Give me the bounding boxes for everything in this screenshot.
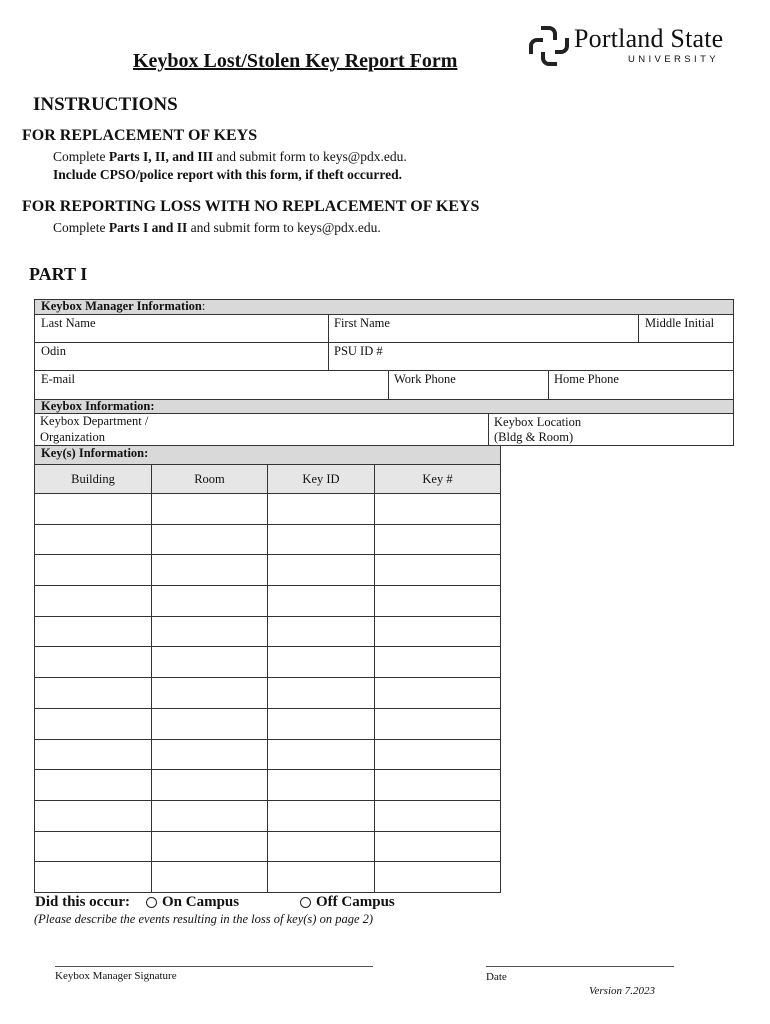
email-field[interactable]: E-mail (41, 372, 76, 386)
key-cell-building[interactable] (35, 708, 152, 739)
replacement-line-1: Complete Parts I, II, and III and submit form to keys@pdx.edu. (53, 149, 407, 164)
logo-wordmark: Portland State (574, 24, 724, 53)
odin-field[interactable]: Odin (41, 344, 66, 358)
key-cell-key-id[interactable] (268, 831, 375, 862)
key-cell-key-number[interactable] (375, 494, 501, 525)
replacement-heading: FOR REPLACEMENT OF KEYS (22, 127, 258, 144)
occurrence-label: Did this occur: (35, 894, 130, 910)
column-key-number: Key # (375, 465, 501, 494)
key-cell-room[interactable] (152, 739, 268, 770)
key-row (35, 494, 501, 525)
key-row (35, 770, 501, 801)
logo-subtitle: UNIVERSITY (628, 54, 720, 65)
key-cell-building[interactable] (35, 647, 152, 678)
key-cell-building[interactable] (35, 555, 152, 586)
key-cell-key-id[interactable] (268, 739, 375, 770)
form-title: Keybox Lost/Stolen Key Report Form (133, 50, 458, 72)
key-cell-key-id[interactable] (268, 524, 375, 555)
no-replacement-line-1: Complete Parts I and II and submit form to keys@pdx.edu. (53, 220, 381, 235)
key-cell-room[interactable] (152, 831, 268, 862)
key-cell-key-id[interactable] (268, 555, 375, 586)
key-cell-key-number[interactable] (375, 678, 501, 709)
key-cell-building[interactable] (35, 800, 152, 831)
key-cell-key-number[interactable] (375, 708, 501, 739)
keybox-organization-label: Organization (40, 430, 106, 444)
key-cell-building[interactable] (35, 678, 152, 709)
key-cell-building[interactable] (35, 862, 152, 893)
key-cell-key-number[interactable] (375, 616, 501, 647)
key-row (35, 862, 501, 893)
psu-id-field[interactable]: PSU ID # (334, 344, 383, 358)
key-cell-key-id[interactable] (268, 494, 375, 525)
column-key-id: Key ID (268, 465, 375, 494)
key-row (35, 647, 501, 678)
key-row (35, 524, 501, 555)
off-campus-radio[interactable]: Off Campus (300, 894, 395, 911)
part-1-heading: PART I (29, 264, 88, 284)
manager-section-label: Keybox Manager Information: (41, 299, 206, 313)
key-cell-key-number[interactable] (375, 800, 501, 831)
key-row (35, 616, 501, 647)
key-cell-room[interactable] (152, 586, 268, 617)
version-label: Version 7.2023 (589, 985, 655, 997)
key-cell-room[interactable] (152, 494, 268, 525)
key-cell-key-number[interactable] (375, 831, 501, 862)
key-cell-key-number[interactable] (375, 647, 501, 678)
key-cell-room[interactable] (152, 555, 268, 586)
keybox-location-field[interactable]: Keybox Location (494, 415, 582, 429)
keys-table (34, 464, 501, 893)
key-row (35, 831, 501, 862)
key-cell-room[interactable] (152, 770, 268, 801)
radio-circle-icon (300, 897, 311, 908)
key-cell-key-id[interactable] (268, 647, 375, 678)
key-cell-building[interactable] (35, 586, 152, 617)
key-row (35, 555, 501, 586)
signature-line[interactable] (55, 966, 373, 967)
key-cell-room[interactable] (152, 524, 268, 555)
keys-section-label: Key(s) Information: (41, 446, 149, 460)
key-cell-key-id[interactable] (268, 708, 375, 739)
keybox-section-label: Keybox Information: (41, 399, 155, 413)
on-campus-radio[interactable]: On Campus (146, 894, 239, 911)
key-cell-building[interactable] (35, 494, 152, 525)
instructions-heading: INSTRUCTIONS (33, 94, 178, 115)
occurrence-note: (Please describe the events resulting in the loss of key(s) on page 2) (34, 912, 374, 926)
key-cell-room[interactable] (152, 800, 268, 831)
key-cell-room[interactable] (152, 708, 268, 739)
no-replacement-heading: FOR REPORTING LOSS WITH NO REPLACEMENT OF KEYS (22, 198, 480, 215)
key-cell-key-number[interactable] (375, 739, 501, 770)
key-cell-key-number[interactable] (375, 555, 501, 586)
keybox-department-field[interactable]: Keybox Department / (40, 414, 149, 428)
key-cell-room[interactable] (152, 862, 268, 893)
date-line[interactable] (486, 966, 674, 967)
column-room: Room (152, 465, 268, 494)
home-phone-field[interactable]: Home Phone (554, 372, 619, 386)
key-cell-room[interactable] (152, 678, 268, 709)
date-label: Date (486, 971, 507, 983)
key-cell-building[interactable] (35, 616, 152, 647)
replacement-line-2: Include CPSO/police report with this form, if theft occurred. (53, 167, 402, 182)
key-cell-key-id[interactable] (268, 800, 375, 831)
signature-label: Keybox Manager Signature (55, 970, 177, 982)
last-name-field[interactable]: Last Name (41, 316, 96, 330)
key-cell-key-id[interactable] (268, 770, 375, 801)
key-row (35, 739, 501, 770)
portland-state-logo-icon (527, 24, 571, 68)
key-row (35, 586, 501, 617)
first-name-field[interactable]: First Name (334, 316, 390, 330)
key-cell-key-number[interactable] (375, 862, 501, 893)
key-cell-key-number[interactable] (375, 524, 501, 555)
key-cell-key-number[interactable] (375, 586, 501, 617)
key-cell-building[interactable] (35, 770, 152, 801)
key-cell-building[interactable] (35, 524, 152, 555)
key-row (35, 678, 501, 709)
key-row (35, 800, 501, 831)
key-cell-room[interactable] (152, 616, 268, 647)
keybox-location-hint: (Bldg & Room) (494, 430, 574, 444)
radio-circle-icon (146, 897, 157, 908)
key-cell-key-id[interactable] (268, 586, 375, 617)
key-cell-key-id[interactable] (268, 862, 375, 893)
key-cell-key-number[interactable] (375, 770, 501, 801)
column-building: Building (35, 465, 152, 494)
middle-initial-field[interactable]: Middle Initial (645, 316, 715, 330)
key-cell-key-id[interactable] (268, 616, 375, 647)
key-cell-building[interactable] (35, 739, 152, 770)
work-phone-field[interactable]: Work Phone (394, 372, 456, 386)
key-cell-room[interactable] (152, 647, 268, 678)
key-cell-key-id[interactable] (268, 678, 375, 709)
key-row (35, 708, 501, 739)
key-cell-building[interactable] (35, 831, 152, 862)
